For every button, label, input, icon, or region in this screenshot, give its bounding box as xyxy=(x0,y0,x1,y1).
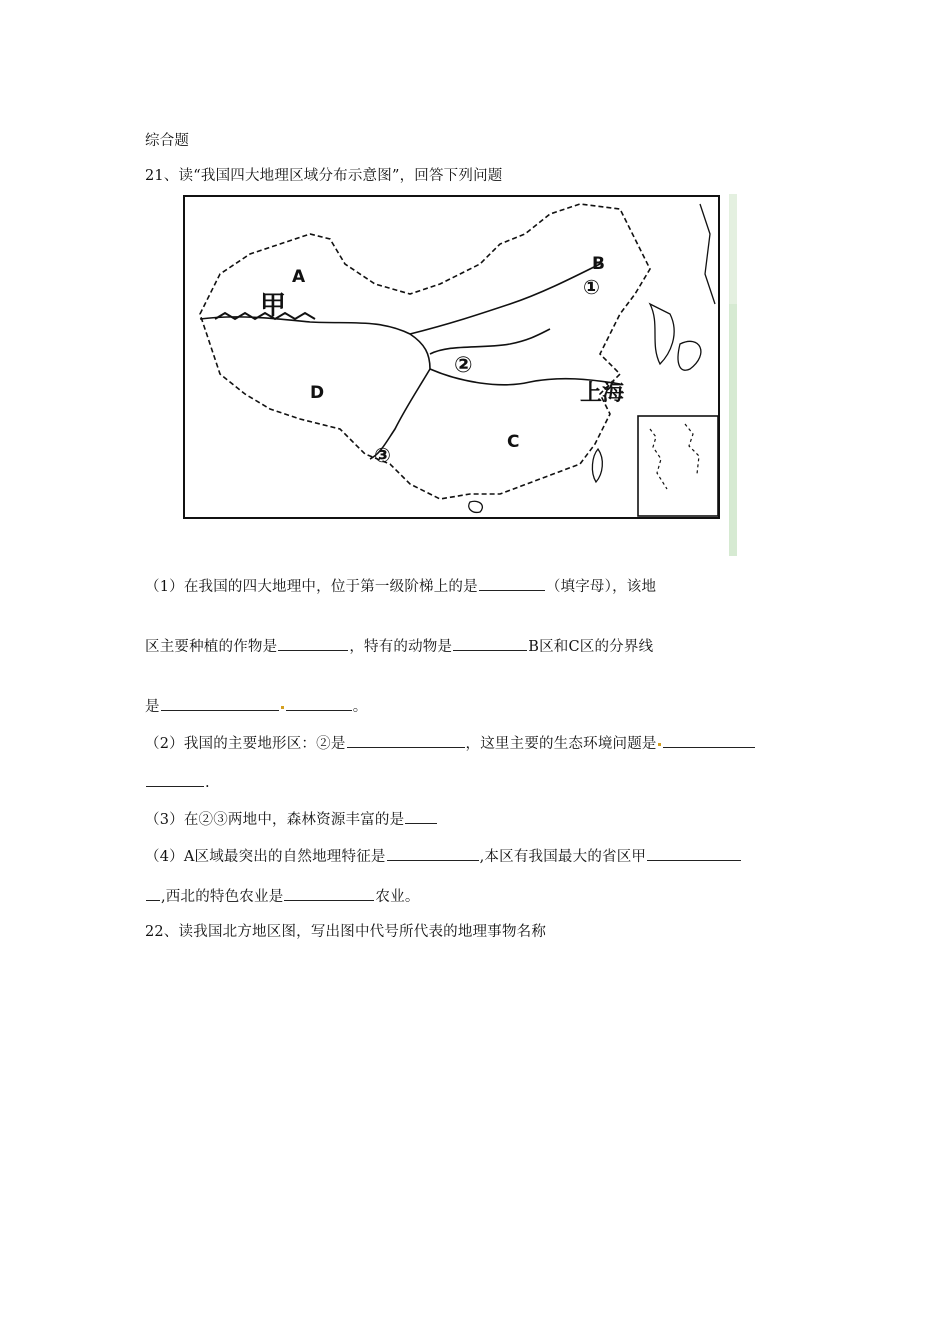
china-regions-map xyxy=(180,194,740,556)
question-22-stem: 22、读我国北方地区图，写出图中代号所代表的地理事物名称 xyxy=(145,924,547,940)
question-21-part-1b xyxy=(145,635,653,656)
part-2-mid: ，这里主要的生态环境问题是 xyxy=(465,736,657,752)
label-circle-1: ① xyxy=(583,275,600,299)
answer-blank[interactable] xyxy=(479,576,545,591)
answer-blank[interactable] xyxy=(278,636,348,651)
label-circle-2: ② xyxy=(454,353,473,378)
marker-dot xyxy=(281,706,284,709)
label-B: B xyxy=(592,254,605,274)
part-4b-text: ,西北的特色农业是 xyxy=(161,889,284,905)
question-21-part-4-cont xyxy=(145,885,420,906)
label-D: D xyxy=(310,383,325,403)
part-4-mid: ,本区有我国最大的省区甲 xyxy=(479,849,647,865)
marker-dot xyxy=(658,743,661,746)
question-21-part-1c xyxy=(145,695,367,716)
section-title: 综合题 xyxy=(145,133,190,149)
question-21-stem: 21、读“我国四大地理区域分布示意图”，回答下列问题 xyxy=(145,168,503,184)
part-3-text: （3）在②③两地中，森林资源丰富的是 xyxy=(145,812,405,828)
part-1a-text: （1）在我国的四大地理中，位于第一级阶梯上的是 xyxy=(145,579,478,595)
question-21-part-3 xyxy=(145,808,438,829)
answer-blank[interactable] xyxy=(663,733,755,748)
answer-blank[interactable] xyxy=(284,886,374,901)
question-21-part-4 xyxy=(145,845,742,866)
inset-south-sea xyxy=(638,416,718,516)
answer-blank[interactable] xyxy=(146,772,204,787)
question-21-part-2-cont xyxy=(145,772,210,791)
part-4-text: （4）A区域最突出的自然地理特征是 xyxy=(145,849,386,865)
label-shanghai: 上海 xyxy=(580,381,625,406)
part-1b-text: 区主要种植的作物是 xyxy=(145,639,278,655)
answer-blank[interactable] xyxy=(146,886,160,901)
part-1b-mid: ，特有的动物是 xyxy=(349,639,453,655)
label-C: C xyxy=(507,432,520,452)
part-2-end: . xyxy=(205,775,210,791)
label-A: A xyxy=(292,267,306,287)
question-21-part-2 xyxy=(145,732,756,753)
part-1c-text: 是 xyxy=(145,699,160,715)
answer-blank[interactable] xyxy=(286,696,352,711)
label-circle-3: ③ xyxy=(374,443,391,467)
answer-blank[interactable] xyxy=(387,846,479,861)
answer-blank[interactable] xyxy=(161,696,279,711)
part-1b-suffix: B区和C区的分界线 xyxy=(528,639,654,655)
part-2-text: （2）我国的主要地形区：②是 xyxy=(145,736,346,752)
answer-blank[interactable] xyxy=(647,846,741,861)
question-21-part-1a xyxy=(145,575,656,596)
answer-blank[interactable] xyxy=(453,636,527,651)
answer-blank[interactable] xyxy=(347,733,465,748)
part-1c-suffix: 。 xyxy=(352,699,368,715)
answer-blank[interactable] xyxy=(405,809,437,824)
part-1a-suffix: （填字母），该地 xyxy=(545,579,657,595)
part-4b-suffix: 农业。 xyxy=(375,889,420,905)
label-jia: 甲 xyxy=(260,291,287,321)
